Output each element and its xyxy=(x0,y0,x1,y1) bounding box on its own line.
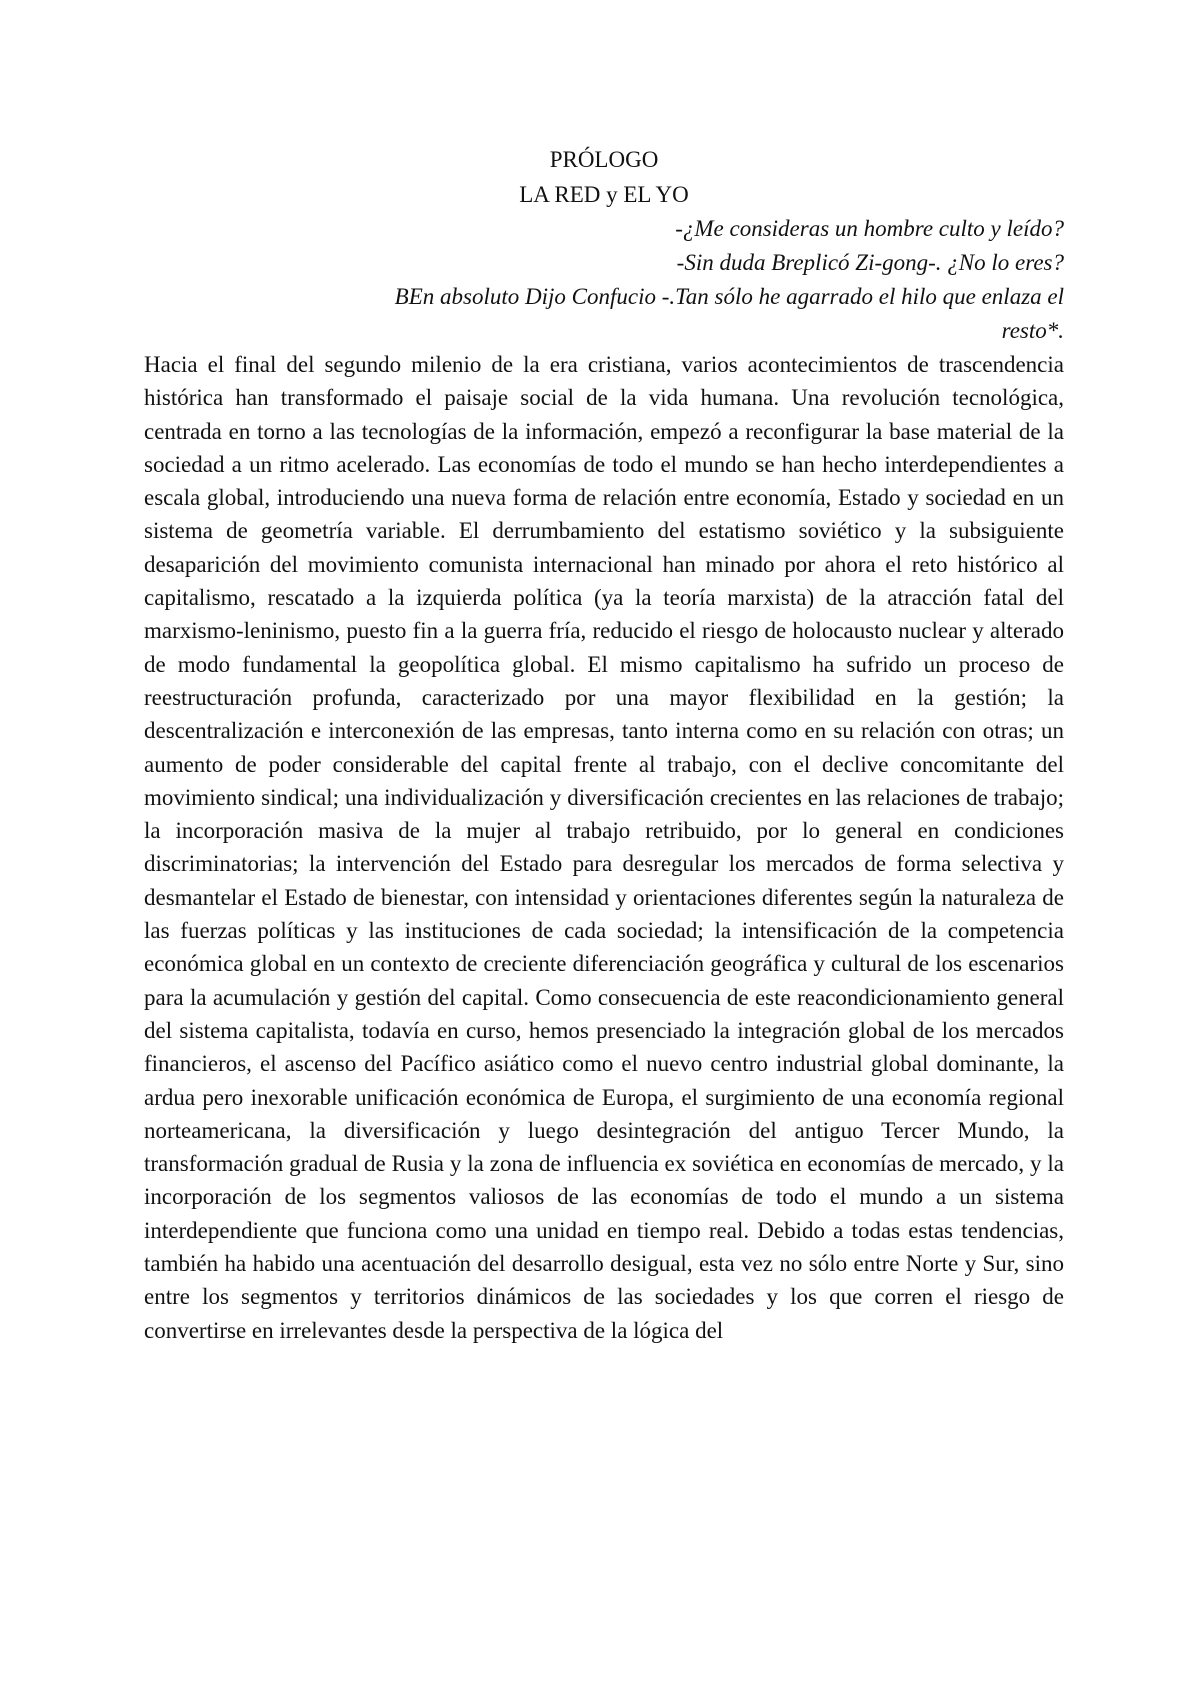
epigraph-line: resto*. xyxy=(1001,318,1064,343)
epigraph-line: -Sin duda Breplicó Zi-gong-. ¿No lo eres? xyxy=(676,250,1064,275)
page-content xyxy=(144,142,1064,1347)
chapter-title: PRÓLOGO xyxy=(549,147,659,172)
epigraph-line: BEn absoluto Dijo Confucio -.Tan sólo he agarrado el hilo que enlaza el xyxy=(394,284,1064,309)
chapter-subtitle: LA RED y EL YO xyxy=(519,182,689,207)
epigraph xyxy=(144,212,1064,348)
epigraph-line: -¿Me consideras un hombre culto y leído? xyxy=(675,216,1064,241)
body-paragraph: Hacia el final del segundo milenio de la era cristiana, varios acontecimientos de trascendencia histórica han transformado el paisaje social de la vida humana. Una revolución tecnológica, centrada en torno a las tecnologías de la información, empezó a reconfigurar la base material de la sociedad a un ritmo acelerado. Las economías de todo el mundo se han hecho interdependientes a escala global, introduciendo una nueva forma de relación entre economía, Estado y sociedad en un sistema de geometría variable. El derrumbamiento del estatismo soviético y la subsiguiente desaparición del movimiento comunista internacional han minado por ahora el reto histórico al capitalismo, rescatado a la izquierda política (ya la teoría marxista) de la atracción fatal del marxismo-leninismo, puesto fin a la guerra fría, reducido el riesgo de holocausto nuclear y alterado de modo fundamental la geopolítica global. El mismo capitalismo ha sufrido un proceso de reestructuración profunda, caracterizado por una mayor flexibilidad en la gestión; la descentralización e interconexión de las empresas, tanto interna como en su relación con otras; un aumento de poder considerable del capital frente al trabajo, con el declive concomitante del movimiento sindical; una individualización y diversificación crecientes en las relaciones de trabajo; la incorporación masiva de la mujer al trabajo retribuido, por lo general en condiciones discriminatorias; la intervención del Estado para desregular los mercados de forma selectiva y desmantelar el Estado de bienestar, con intensidad y orientaciones diferentes según la naturaleza de las fuerzas políticas y las instituciones de cada sociedad; la intensificación de la competencia económica global en un contexto de creciente diferenciación geográfica y cultural de los escenarios para la acumulación y gestión del capital. Como consecuencia de este reacondicionamiento general del sistema capitalista, todavía en curso, hemos presenciado la integración global de los mercados financieros, el ascenso del Pacífico asiático como el nuevo centro industrial global dominante, la ardua pero inexorable unificación económica de Europa, el surgimiento de una economía regional norteamericana, la diversificación y luego desintegración del antiguo Tercer Mundo, la transformación gradual de Rusia y la zona de influencia ex soviética en economías de mercado, y la incorporación de los segmentos valiosos de las economías de todo el mundo a un sistema interdependiente que funciona como una unidad en tiempo real. Debido a todas estas tendencias, también ha habido una acentuación del desarrollo desigual, esta vez no sólo entre Norte y Sur, sino entre los segmentos y territorios dinámicos de las sociedades y los que corren el riesgo de convertirse en irrelevantes desde la perspectiva de la lógica del xyxy=(144,352,1064,1343)
